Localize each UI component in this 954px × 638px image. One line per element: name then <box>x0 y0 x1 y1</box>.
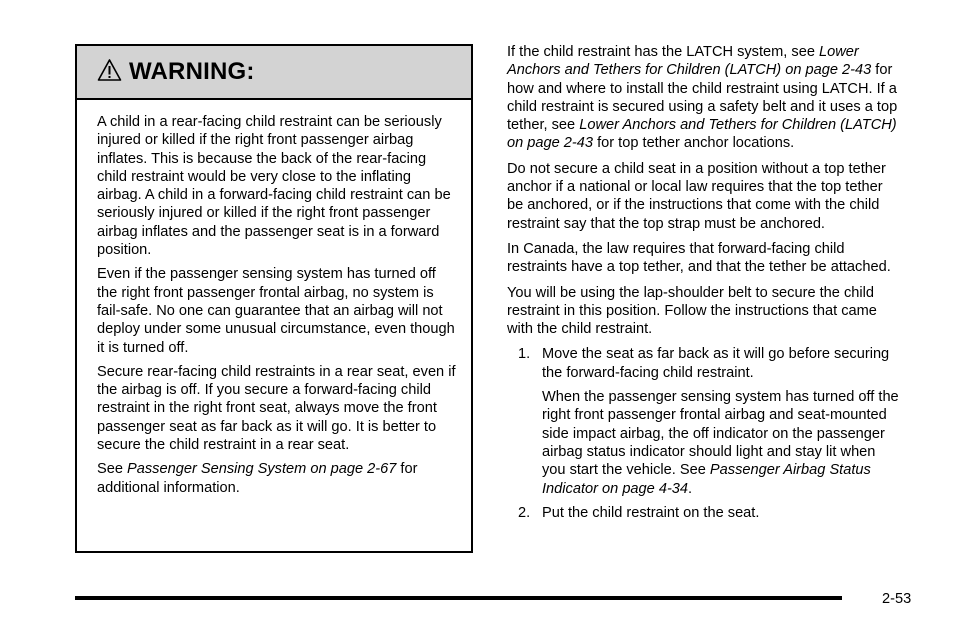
step-number: 1. <box>518 346 531 363</box>
footer-rule <box>75 596 842 600</box>
top-tether-paragraph: Do not secure a child seat in a position without a top tether anchor if a national or local law requires that the top tether be anchored, or if the instructions that come with the child restraint say that the top strap must be anchored. <box>507 160 886 232</box>
cross-reference-link[interactable]: Lower Anchors and Tethers for Children (LATCH) on page 2-43 <box>507 44 872 79</box>
text-run: . <box>688 480 693 497</box>
step-text: Put the child restraint on the seat. <box>542 504 760 521</box>
warning-header <box>77 46 471 100</box>
lap-shoulder-paragraph: You will be using the lap-shoulder belt to secure the child restraint in this position. Follow the instructions that came with the child restraint. <box>507 284 877 338</box>
step-list <box>507 345 902 522</box>
latch-paragraph <box>507 43 902 153</box>
list-item <box>507 504 902 522</box>
see-suffix: for additional information. <box>97 461 418 496</box>
text-run: When the passenger sensing system has turned off the right front passenger frontal airbag and seat-mounted side impact airbag, the off indicator on the passenger airbag status indicator should light and stay lit when you start the vehicle. See <box>542 389 899 479</box>
text-run: If the child restraint has the LATCH system, see <box>507 44 819 60</box>
step-text: Move the seat as far back as it will go before securing the forward-facing child restraint. <box>542 346 890 381</box>
cross-reference-link[interactable]: Passenger Airbag Status Indicator on page 4-34 <box>542 462 871 497</box>
cross-reference-link[interactable]: Passenger Sensing System on page 2-67 <box>127 461 397 478</box>
warning-paragraph: Secure rear-facing child restraints in a rear seat, even if the airbag is off. If you secure a forward-facing child restraint in the right front seat, always move the front passenger seat as far back as it will go. It is better to secure the child restraint in a rear seat. <box>97 363 456 454</box>
canada-paragraph: In Canada, the law requires that forward-facing child restraints have a top tether, and that the tether be attached. <box>507 240 891 276</box>
step-note <box>542 388 902 498</box>
warning-body <box>77 100 471 497</box>
text-run: for how and where to install the child restraint using LATCH. If a child restraint is secured using a safety belt and it uses a top tether, see <box>507 62 898 134</box>
warning-paragraph: Even if the passenger sensing system has turned off the right front passenger frontal airbag, no system is fail-safe. No one can guarantee that an airbag will not deploy under some unusual circumstance, even though it is turned off. <box>97 266 455 356</box>
warning-title: WARNING: <box>129 57 255 85</box>
page-number: 2-53 <box>882 591 912 607</box>
warning-paragraph: A child in a rear-facing child restraint can be seriously injured or killed if the right front passenger airbag inflates. This is because the back of the rear-facing child restraint would be very close to the inflating airbag. A child in a forward-facing child restraint can be seriously injured or killed if the right front passenger airbag inflates and the passenger seat is in a forward position. <box>97 114 451 259</box>
text-run: for top tether anchor locations. <box>593 135 795 152</box>
right-column <box>507 43 902 528</box>
step-number: 2. <box>518 504 531 521</box>
see-prefix: See <box>97 461 128 478</box>
warning-box <box>75 44 473 553</box>
warning-see-reference <box>97 460 457 497</box>
warning-triangle-icon <box>97 58 122 82</box>
cross-reference-link[interactable]: Lower Anchors and Tethers for Children (LATCH) on page 2-43 <box>507 117 897 152</box>
list-item <box>507 345 902 497</box>
